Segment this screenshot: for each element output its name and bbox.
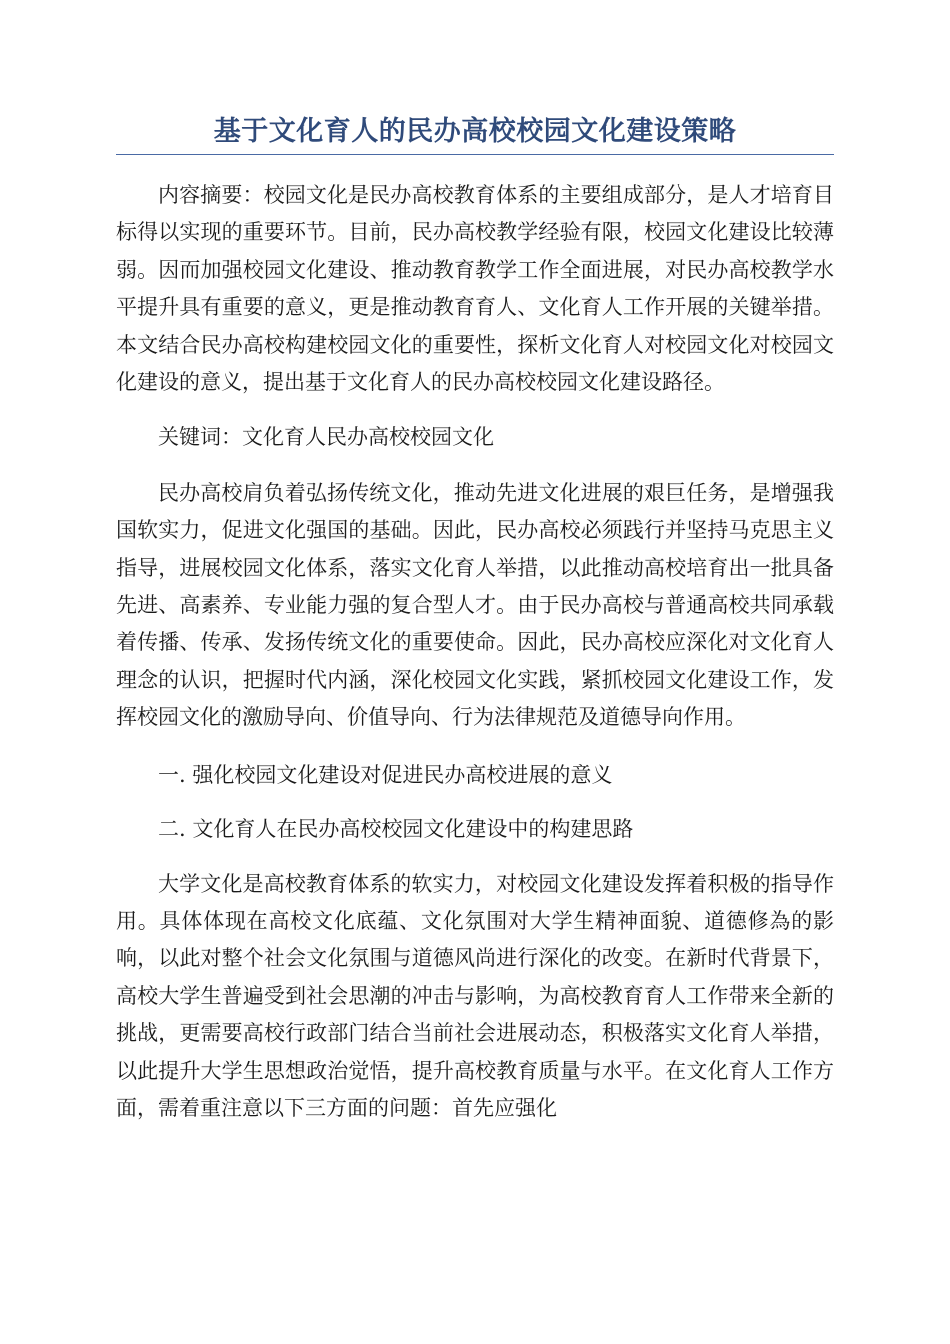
intro-paragraph: 民办高校肩负着弘扬传统文化，推动先进文化进展的艰巨任务，是增强我国软实力，促进文化强国的基础。因此，民办高校必须践行并坚持马克思主义指导，进展校园文化体系，落实文化育人举措，以此推动高校培育出一批具备先进、高素养、专业能力强的复合型人才。由于民办高校与普通高校共同承载着传播、传承、发扬传统文化的重要使命。因此，民办高校应深化对文化育人理念的认识，把握时代内涵，深化校园文化实践，紧抓校园文化建设工作，发挥校园文化的激励导向、价值导向、行为法律规范及道德导向作用。: [116, 480, 834, 730]
section-heading-2: 二. 文化育人在民办高校校园文化建设中的构建思路: [158, 817, 634, 842]
keywords-line: 关键词：文化育人民办高校校园文化: [158, 425, 494, 450]
section-heading-1: 一. 强化校园文化建设对促进民办高校进展的意义: [158, 762, 613, 787]
abstract-paragraph: 内容摘要：校园文化是民办高校教育体系的主要组成部分，是人才培育目标得以实现的重要环节。目前，民办高校教学经验有限，校园文化建设比较薄弱。因而加强校园文化建设、推动教育教学工作全面进展，对民办高校教学水平提升具有重要的意义，更是推动教育育人、文化育人工作开展的关键举措。本文结合民办高校构建校园文化的重要性，探析文化育人对校园文化对校园文化建设的意义，提出基于文化育人的民办高校校园文化建设路径。: [116, 183, 834, 395]
body-paragraph: 大学文化是高校教育体系的软实力，对校园文化建设发挥着积极的指导作用。具体体现在高校文化底蕴、文化氛围对大学生精神面貌、道德修為的影响，以此对整个社会文化氛围与道德风尚进行深化的改变。在新时代背景下，高校大学生普遍受到社会思潮的冲击与影响，为高校教育育人工作带来全新的挑战，更需要高校行政部门结合当前社会进展动态，积极落实文化育人举措，以此提升大学生思想政治觉悟，提升高校教育质量与水平。在文化育人工作方面，需着重注意以下三方面的问题：首先应强化: [116, 871, 834, 1120]
document-title: 基于文化育人的民办高校校园文化建设策略: [116, 112, 834, 155]
document-page: [116, 112, 834, 1127]
